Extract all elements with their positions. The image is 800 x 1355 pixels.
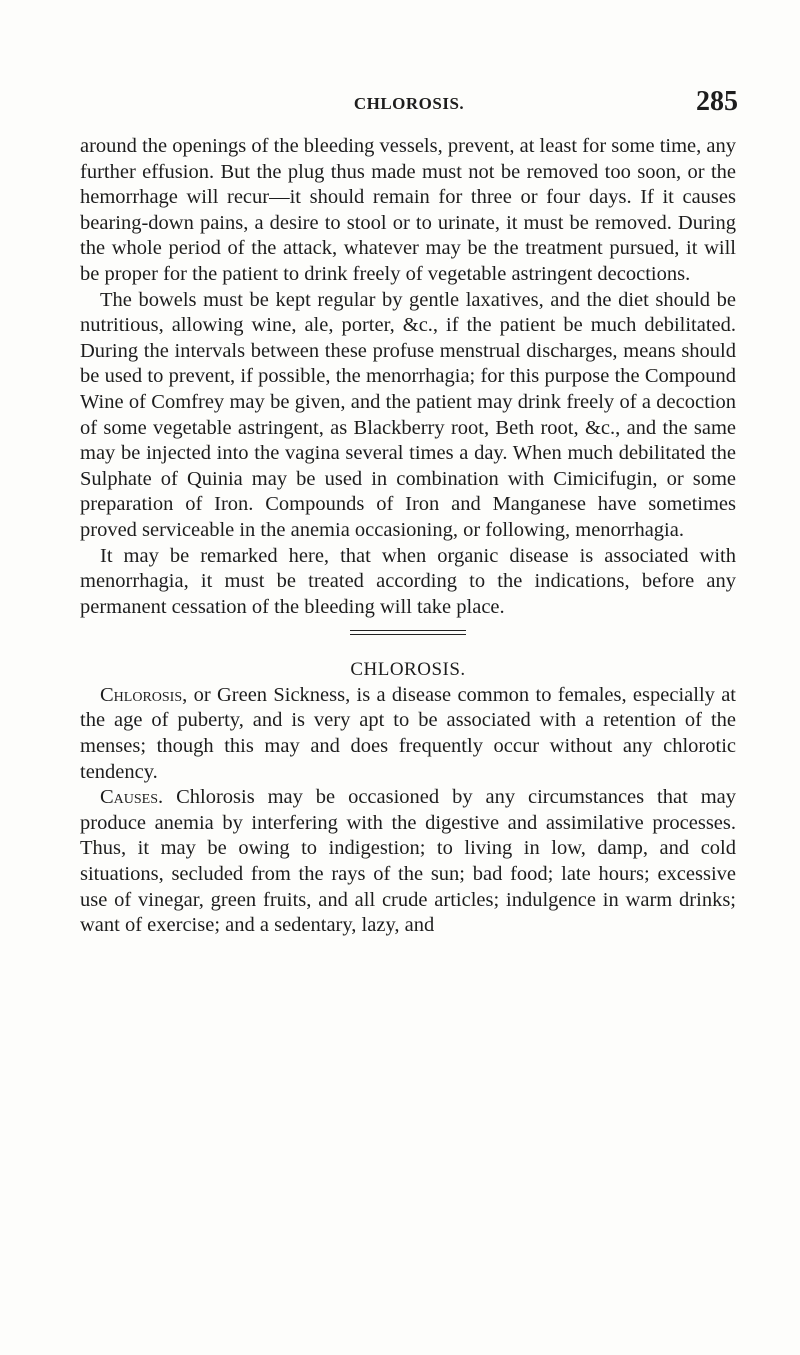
section-heading: CHLOROSIS. bbox=[350, 659, 466, 681]
paragraph-body: Chlorosis may be occasioned by any circumstances that may produce anemia by interfering with the digestive and assimilative processes. Thus, it may be owing to indigestion; to living in low, damp, and cold situations, secluded from the rays of the sun; bad food; late hours; excessive use of vinegar, green fruits, and all crude articles; indulgence in warm drinks; want of exercise; and a sedentary, lazy, and bbox=[80, 786, 736, 937]
section-divider bbox=[350, 630, 466, 635]
paragraph-lead-term: Causes. bbox=[100, 786, 164, 809]
paragraph-continuation: around the openings of the bleeding vessels, prevent, at least for some time, any further effusion. But the plug thus made must not be removed too soon, or the hemorrhage will recur—it should remain for three or four days. If it causes bearing-down pains, a desire to stool or to urinate, it must be removed. During the whole period of the attack, whatever may be the treatment pursued, it will be proper for the patient to drink freely of vegetable astringent decoctions. bbox=[80, 135, 736, 285]
page-number: 285 bbox=[696, 86, 738, 117]
section-divider-wrap bbox=[80, 630, 736, 657]
running-title: CHLOROSIS. bbox=[353, 94, 465, 113]
paragraph-lead-term: Chlorosis, bbox=[100, 683, 188, 706]
paragraph-body: or Green Sickness, is a disease common to females, especially at the age of puberty, and is very apt to be associated with a retention of the menses; though this may and does frequently occur without any chlorotic tendency. bbox=[80, 683, 736, 783]
paragraph-causes bbox=[80, 785, 736, 939]
body-text bbox=[80, 134, 736, 939]
paragraph-chlorosis-definition bbox=[80, 683, 736, 785]
paragraph-organic-disease: It may be remarked here, that when organic disease is associated with menorrhagia, it must be treated according to the indications, before any permanent cessation of the bleeding will take place. bbox=[80, 544, 736, 618]
running-head bbox=[80, 86, 738, 126]
paragraph-treatment: The bowels must be kept regular by gentle laxatives, and the diet should be nutritious, allowing wine, ale, porter, &c., if the patient be much debilitated. During the intervals between these profuse menstrual discharges, means should be used to prevent, if possible, the menorrhagia; for this purpose the Compound Wine of Comfrey may be given, and the patient may drink freely of a decoction of some vegetable astringent, as Blackberry root, Beth root, &c., and the same may be injected into the vagina several times a day. When much debilitated the Sulphate of Quinia may be used in combination with Cimicifugin, or some preparation of Iron. Compounds of Iron and Manganese have sometimes proved serviceable in the anemia occasioning, or following, menorrhagia. bbox=[80, 288, 736, 541]
